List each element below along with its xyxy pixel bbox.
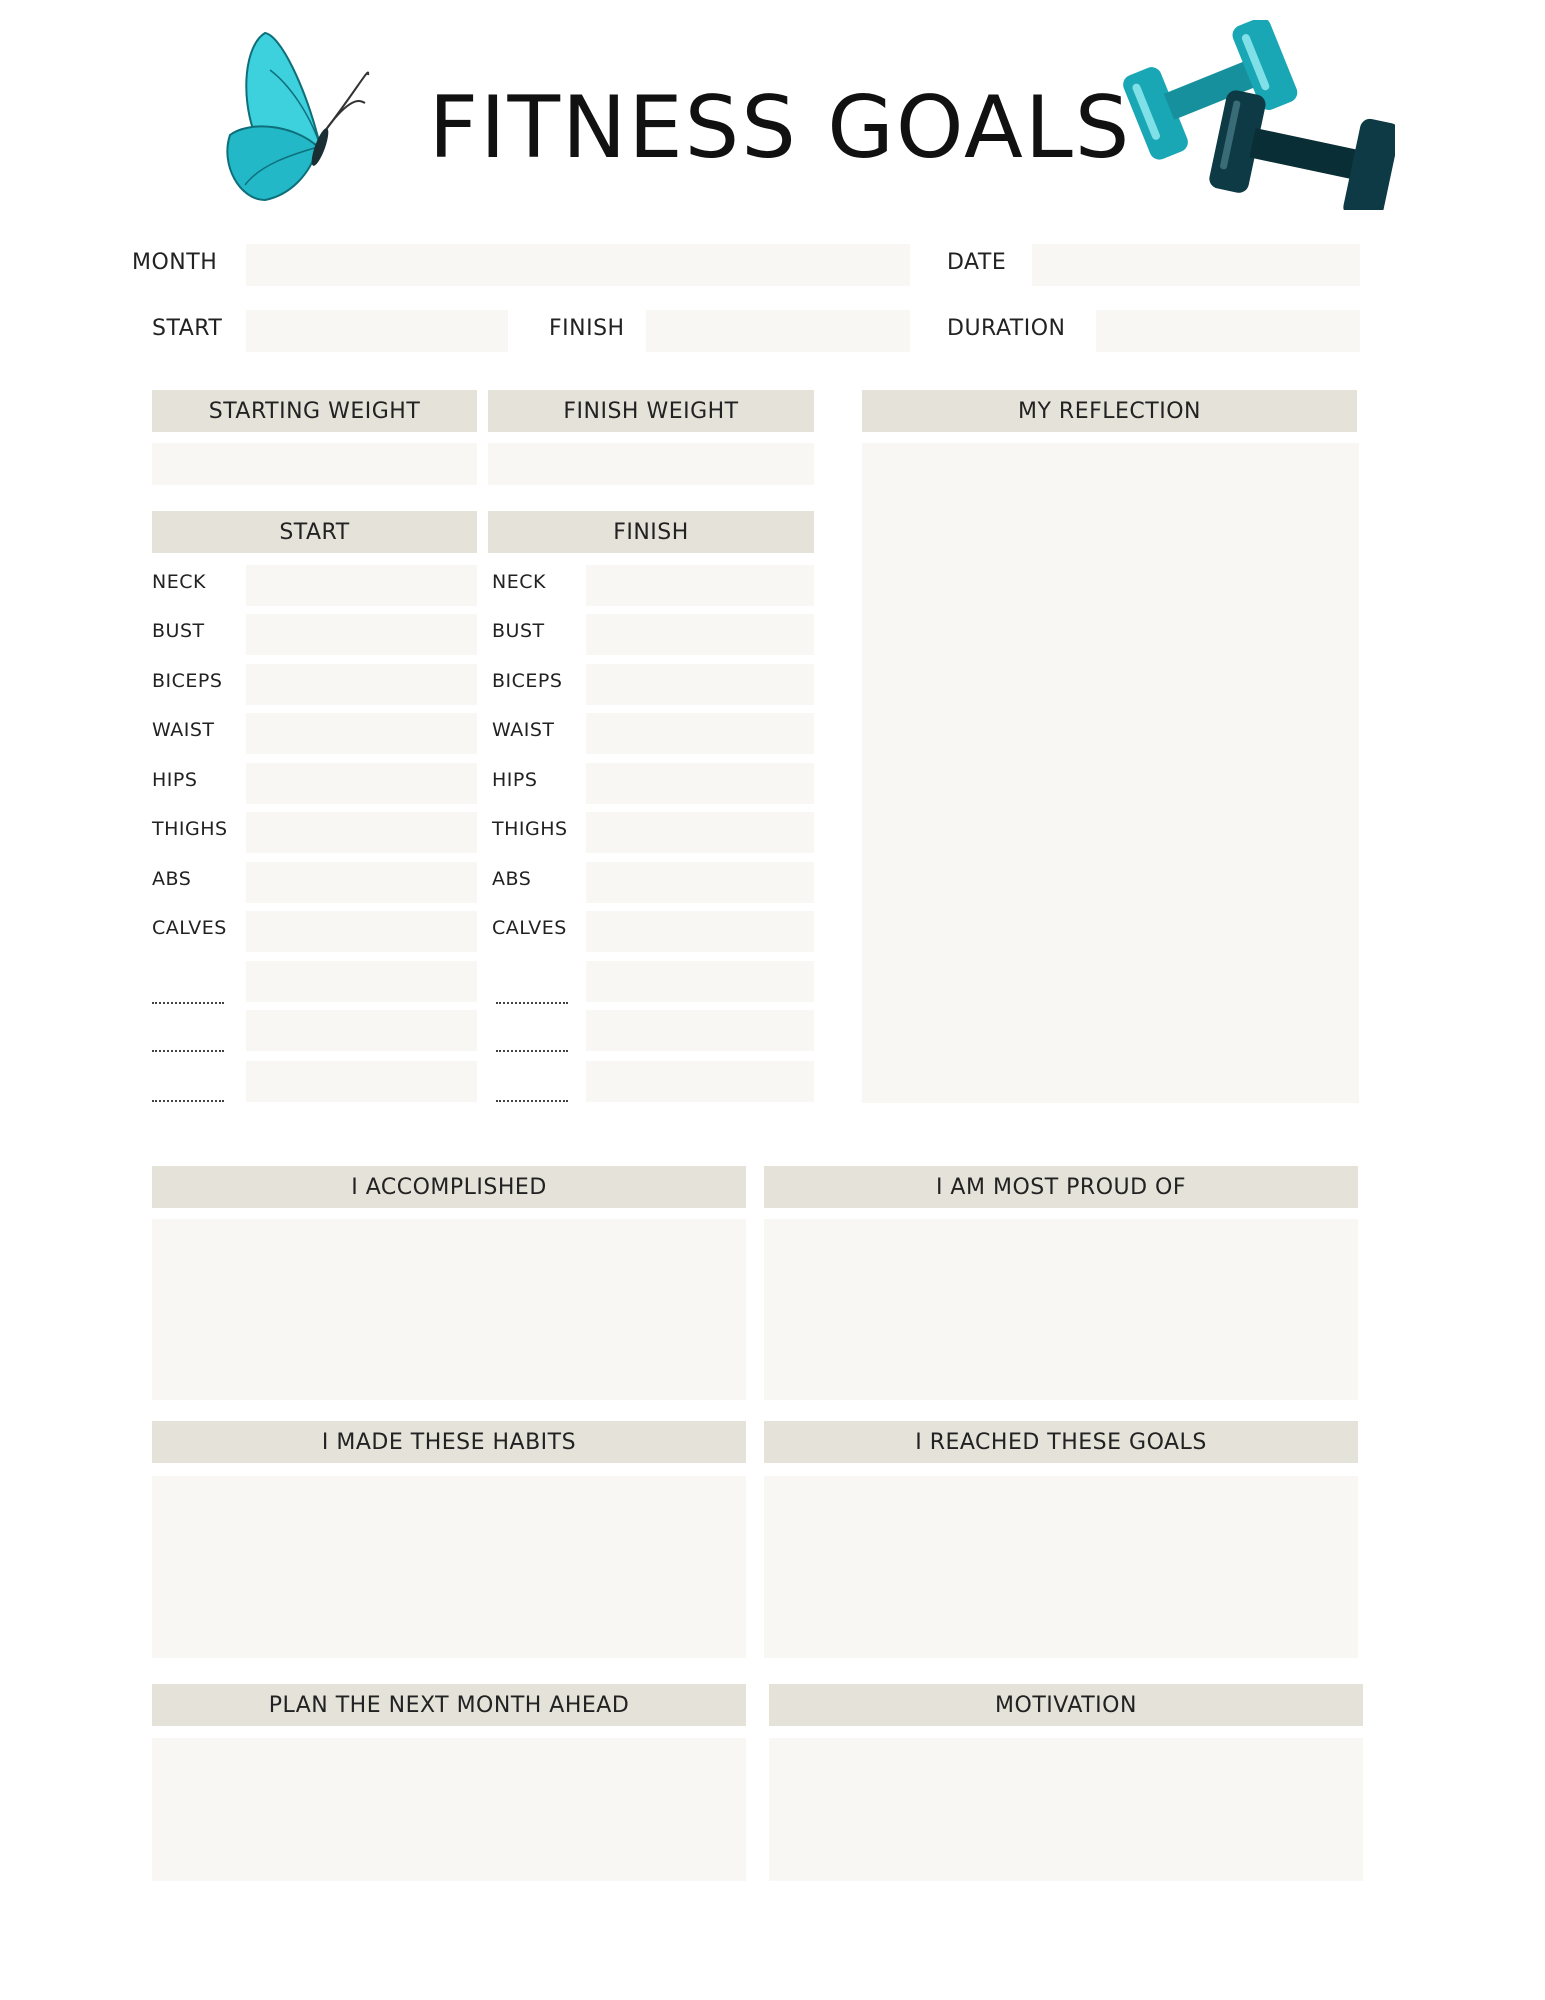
butterfly-icon [210,25,370,210]
habits-header: I MADE THESE HABITS [152,1421,746,1463]
accomplished-field[interactable] [152,1219,746,1400]
finish-hips-field[interactable] [586,763,814,804]
finish-thighs-label: THIGHS [492,818,568,840]
start-waist-label: WAIST [152,719,215,741]
start-hips-label: HIPS [152,769,198,791]
start-bust-field[interactable] [246,614,477,655]
finish-custom-field-1[interactable] [586,961,814,1002]
start-custom-label-3 [152,1100,224,1102]
finish-custom-label-2 [496,1050,568,1052]
dumbbells-icon [1120,20,1395,210]
motivation-field[interactable] [769,1738,1363,1881]
finish-thighs-field[interactable] [586,812,814,853]
month-field[interactable] [246,244,910,286]
start-field[interactable] [246,310,508,352]
finish-field[interactable] [646,310,910,352]
goals-field[interactable] [764,1476,1358,1658]
start-custom-label-1 [152,1002,224,1004]
start-thighs-label: THIGHS [152,818,228,840]
finish-abs-label: ABS [492,868,532,890]
start-custom-label-2 [152,1050,224,1052]
finish-hips-label: HIPS [492,769,538,791]
start-bust-label: BUST [152,620,205,642]
date-field[interactable] [1032,244,1360,286]
finish-waist-label: WAIST [492,719,555,741]
finish-calves-label: CALVES [492,917,567,939]
finish-custom-label-1 [496,1002,568,1004]
start-neck-field[interactable] [246,565,477,606]
finish-measurements-header: FINISH [488,511,814,553]
proud-field[interactable] [764,1219,1358,1400]
start-measurements-header: START [152,511,477,553]
finish-neck-label: NECK [492,571,546,593]
finish-waist-field[interactable] [586,713,814,754]
start-abs-field[interactable] [246,862,477,903]
start-label: START [152,316,223,341]
start-thighs-field[interactable] [246,812,477,853]
start-custom-field-2[interactable] [246,1010,477,1051]
plan-field[interactable] [152,1738,746,1881]
accomplished-header: I ACCOMPLISHED [152,1166,746,1208]
start-calves-field[interactable] [246,911,477,952]
plan-header: PLAN THE NEXT MONTH AHEAD [152,1684,746,1726]
goals-header: I REACHED THESE GOALS [764,1421,1358,1463]
proud-header: I AM MOST PROUD OF [764,1166,1358,1208]
finish-biceps-field[interactable] [586,664,814,705]
start-calves-label: CALVES [152,917,227,939]
finish-custom-label-3 [496,1100,568,1102]
habits-field[interactable] [152,1476,746,1658]
date-label: DATE [947,250,1007,275]
start-custom-field-3[interactable] [246,1061,477,1102]
start-biceps-field[interactable] [246,664,477,705]
page-title: FITNESS GOALS [428,78,1132,178]
my-reflection-field[interactable] [862,443,1359,1103]
finish-neck-field[interactable] [586,565,814,606]
start-custom-field-1[interactable] [246,961,477,1002]
finish-calves-field[interactable] [586,911,814,952]
start-hips-field[interactable] [246,763,477,804]
finish-custom-field-3[interactable] [586,1061,814,1102]
finish-weight-header: FINISH WEIGHT [488,390,814,432]
duration-label: DURATION [947,316,1066,341]
starting-weight-header: STARTING WEIGHT [152,390,477,432]
start-neck-label: NECK [152,571,206,593]
start-abs-label: ABS [152,868,192,890]
motivation-header: MOTIVATION [769,1684,1363,1726]
finish-weight-field[interactable] [488,443,814,485]
starting-weight-field[interactable] [152,443,477,485]
finish-biceps-label: BICEPS [492,670,563,692]
start-waist-field[interactable] [246,713,477,754]
finish-bust-label: BUST [492,620,545,642]
finish-custom-field-2[interactable] [586,1010,814,1051]
month-label: MONTH [132,250,218,275]
duration-field[interactable] [1096,310,1360,352]
my-reflection-header: MY REFLECTION [862,390,1357,432]
start-biceps-label: BICEPS [152,670,223,692]
finish-label: FINISH [549,316,625,341]
finish-bust-field[interactable] [586,614,814,655]
finish-abs-field[interactable] [586,862,814,903]
